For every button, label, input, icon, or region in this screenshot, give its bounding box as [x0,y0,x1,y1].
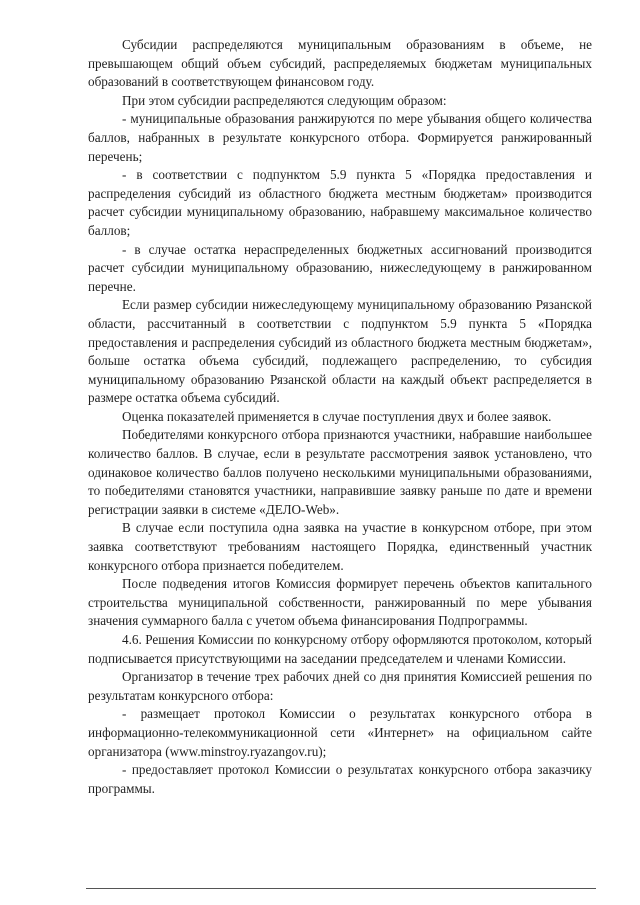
paragraph: - в случае остатка нераспределенных бюджетных ассигнований производится расчет субсидии муниципальному образованию, нижеследующему в ранжированном перечне. [88,241,592,294]
paragraph: - муниципальные образования ранжируются по мере убывания общего количества баллов, набранных в результате конкурсного отбора. Формируется ранжированный перечень; [88,111,592,164]
paragraph: 4.6. Решения Комиссии по конкурсному отбору оформляются протоколом, который подписывается присутствующими на заседании председателем и членами Комиссии. [88,632,592,666]
paragraph: Победителями конкурсного отбора признаются участники, набравшие наибольшее количество баллов. В случае, если в результате рассмотрения заявок установлено, что одинаковое количество баллов получено несколькими муниципальными образованиями, то победителями становятся участники, направившие заявку раньше по дате и времени регистрации заявки в системе «ДЕЛО-Web». [88,427,592,517]
paragraph: - предоставляет протокол Комиссии о результатах конкурсного отбора заказчику программы. [88,762,592,796]
document-page [88,36,592,798]
paragraph: После подведения итогов Комиссия формирует перечень объектов капитального строительства муниципальной собственности, ранжированный по мере убывания значения суммарного балла с учетом объема финансирования Подпрограммы. [88,576,592,629]
paragraph: Субсидии распределяются муниципальным образованиям в объеме, не превышающем общий объем субсидий, распределяемых бюджетам муниципальных образований в соответствующем финансовом году. [88,37,592,90]
footer-rule [86,888,596,889]
paragraph: Оценка показателей применяется в случае поступления двух и более заявок. [122,408,552,424]
paragraph: В случае если поступила одна заявка на участие в конкурсном отборе, при этом заявка соответствуют требованиям настоящего Порядка, единственный участник конкурсного отбора признается победителем. [88,520,592,573]
paragraph: - размещает протокол Комиссии о результатах конкурсного отбора в информационно-телекоммуникационной сети «Интернет» на официальном сайте организатора (www.minstroy.ryazangov.ru); [88,706,592,759]
paragraph: Если размер субсидии нижеследующему муниципальному образованию Рязанской области, рассчитанный в соответствии с подпунктом 5.9 пункта 5 «Порядка предоставления и распределения субсидий из областного бюджета местным бюджетам», больше остатка объема субсидий, подлежащего распределению, то субсидия муниципальному образованию Рязанской области на каждый объект распределяется в размере остатка объема субсидий. [88,297,592,406]
paragraph: - в соответствии с подпунктом 5.9 пункта 5 «Порядка предоставления и распределения субсидий из областного бюджета местным бюджетам» производится расчет субсидии муниципальному образованию, набравшему максимальное количество баллов; [88,167,592,238]
paragraph: Организатор в течение трех рабочих дней со дня принятия Комиссией решения по результатам конкурсного отбора: [88,669,592,703]
paragraph: При этом субсидии распределяются следующим образом: [122,92,447,108]
